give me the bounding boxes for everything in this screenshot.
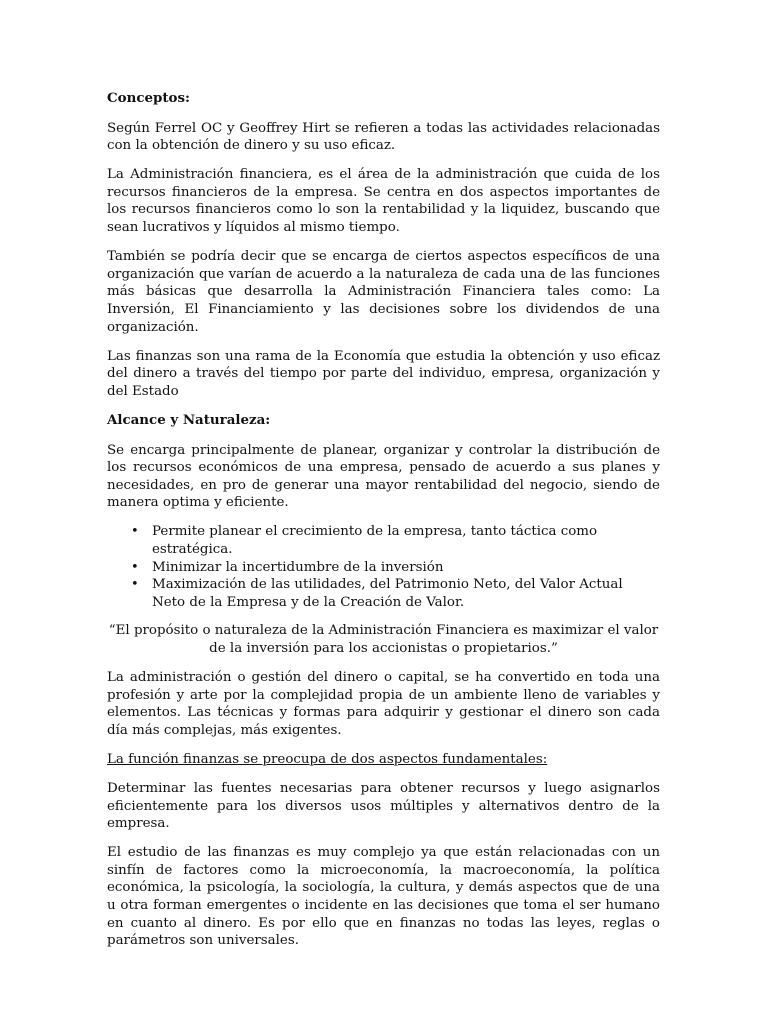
paragraph-fuentes-recursos: Determinar las fuentes necesarias para obtener recursos y luego asignarlos eficientemente para los diversos usos múltiples y alternativos dentro de la empresa. [107, 781, 660, 832]
quote-proposito: “El propósito o naturaleza de la Administración Financiera es maximizar el valor de la inversión para los accionistas o propietarios.” [108, 623, 659, 656]
paragraph-definicion-ferrel: Según Ferrel OC y Geoffrey Hirt se refieren a todas las actividades relacionadas con la obtención de dinero y su uso eficaz. [107, 120, 660, 154]
bullet-item: • Maximización de las utilidades, del Patrimonio Neto, del Valor Actual Neto de la Empresa y de la Creación de Valor. [152, 576, 660, 611]
heading-funcion-finanzas: La función finanzas se preocupa de dos aspectos fundamentales: [107, 751, 548, 767]
paragraph-gestion-dinero: La administración o gestión del dinero o capital, se ha convertido en toda una profesión y arte por la complejidad propia de un ambiente lleno de variables y elementos. Las técnicas y formas para adquirir y gestionar el dinero son cada día más complejas, más exigentes. [107, 670, 660, 738]
heading-conceptos: Conceptos: [107, 90, 190, 106]
bullet-item: • Permite planear el crecimiento de la empresa, tanto táctica como estratégica. [152, 523, 660, 558]
bullet-item: • Minimizar la incertidumbre de la inversión [152, 559, 660, 577]
paragraph-alcance: Se encarga principalmente de planear, organizar y controlar la distribución de los recursos económicos de una empresa, pensado de acuerdo a sus planes y necesidades, en pro de generar una mayor rentabilidad del negocio, siendo de manera optima y eficiente. [107, 442, 660, 511]
paragraph-finanzas-economia: Las finanzas son una rama de la Economía que estudia la obtención y uso eficaz del dinero a través del tiempo por parte del individuo, empresa, organización y del Estado [107, 348, 660, 399]
document-page [107, 90, 660, 961]
bullet-list [107, 523, 660, 611]
paragraph-estudio-finanzas: El estudio de las finanzas es muy complejo ya que están relacionadas con un sinfín de factores como la microeconomía, la macroeconomía, la política económica, la psicología, la sociología, la cultura, y demás aspectos que de una u otra forman emergentes o incidente en las decisiones que toma el ser humano en cuanto al dinero. Es por ello que en finanzas no todas las leyes, reglas o parámetros son universales. [107, 845, 660, 949]
paragraph-aspectos-especificos: También se podría decir que se encarga de ciertos aspectos específicos de una organización que varían de acuerdo a la naturaleza de cada una de las funciones más básicas que desarrolla la Administración Financiera tales como: La Inversión, El Financiamiento y las decisiones sobre los dividendos de una organización. [107, 249, 660, 335]
paragraph-administracion-financiera: La Administración financiera, es el área de la administración que cuida de los recursos financieros de la empresa. Se centra en dos aspectos importantes de los recursos financieros como lo son la rentabilidad y la liquidez, buscando que sean lucrativos y líquidos al mismo tiempo. [107, 167, 660, 236]
heading-alcance-naturaleza: Alcance y Naturaleza: [107, 411, 271, 428]
